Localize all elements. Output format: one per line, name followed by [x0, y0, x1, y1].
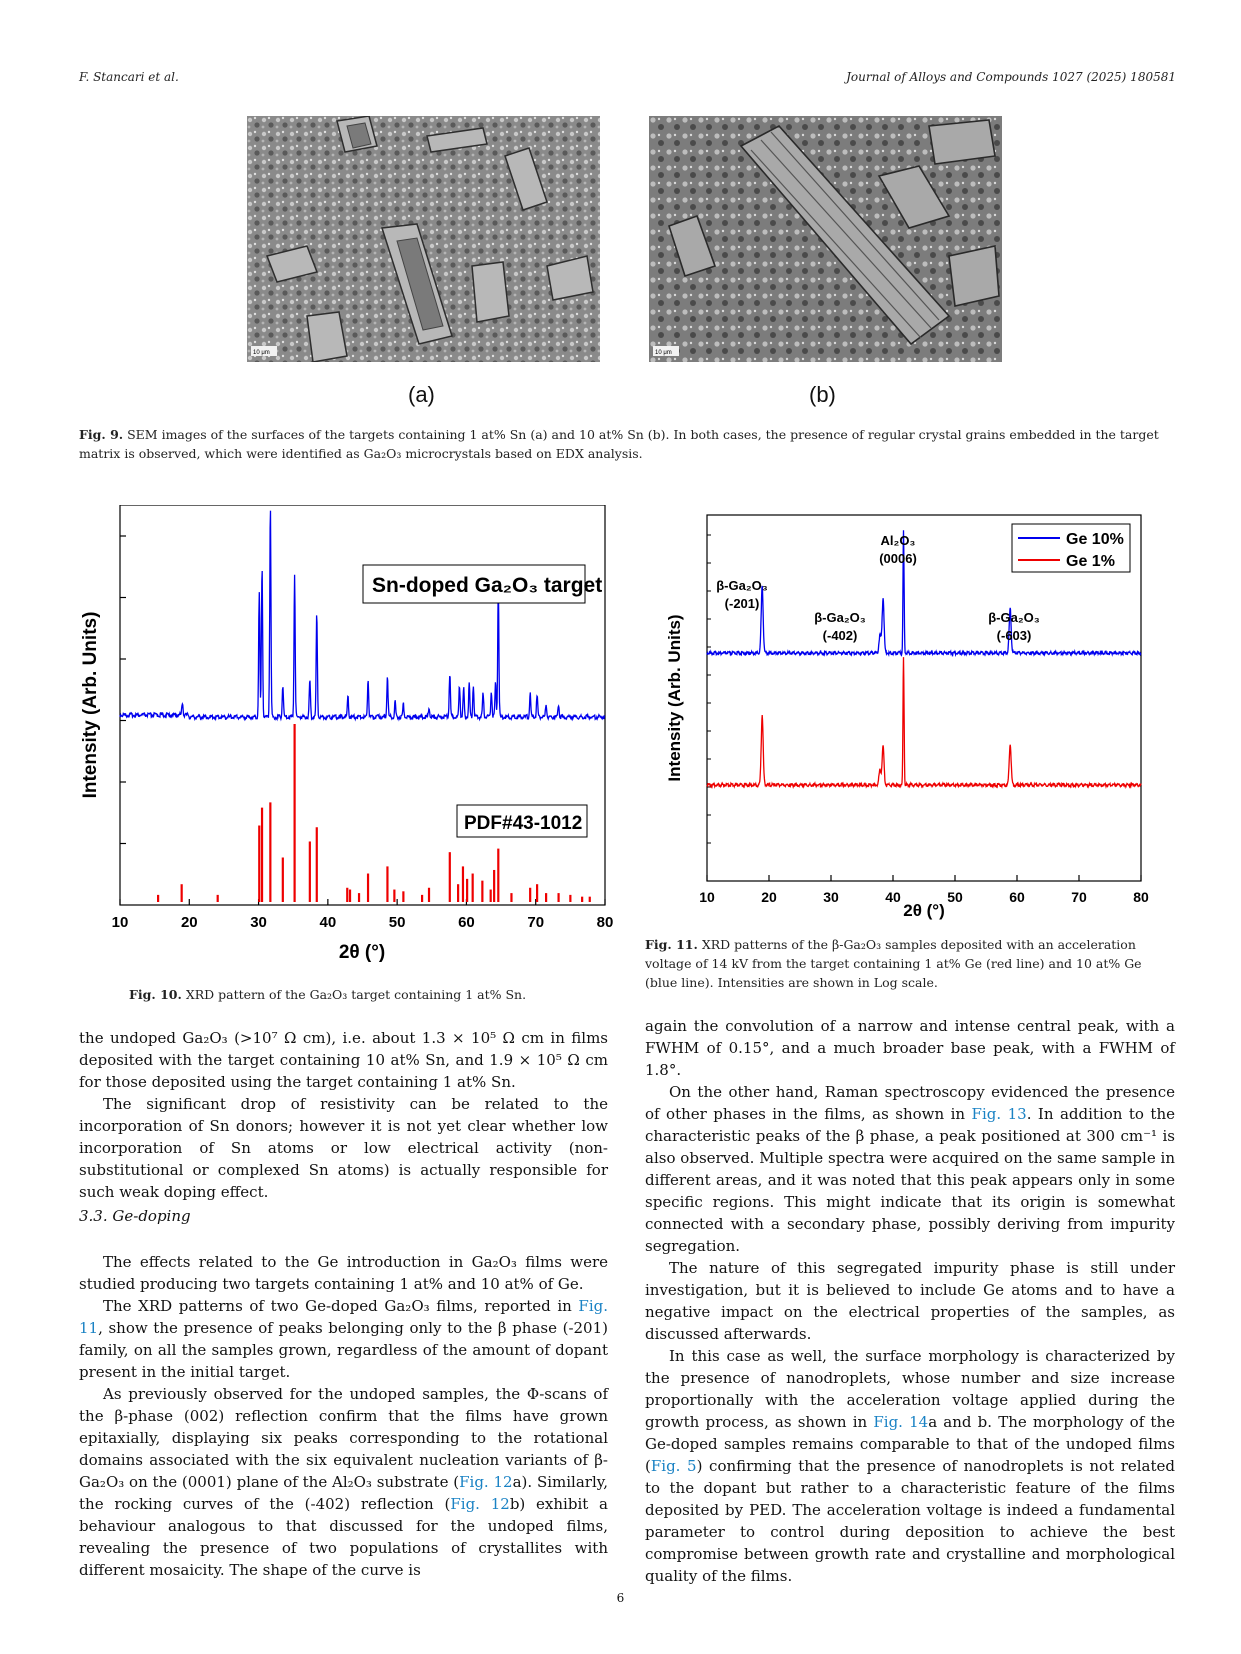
right-paragraph-morphology	[645, 1345, 1175, 1587]
fig9-panel-label-a: (a)	[408, 382, 435, 407]
section-heading-ge-doping: 3.3. Ge-doping	[79, 1207, 191, 1225]
fig11-caption-text: XRD patterns of the β-Ga₂O₃ samples deposited with an acceleration voltage of 14 kV from the target containing 1 at% Ge (red line) and 10 at% Ge (blue line). Intensities are shown in Log scale.	[645, 937, 1142, 990]
fig10-x-tick-label: 70	[527, 914, 545, 931]
link-fig12a[interactable]: Fig. 12	[459, 1473, 513, 1491]
link-fig13[interactable]: Fig. 13	[971, 1105, 1027, 1123]
left-column-bottom	[79, 1251, 608, 1581]
fig11-y-axis-label: Intensity (Arb. Units)	[665, 614, 684, 782]
sem-image-a	[247, 116, 600, 362]
fig11-x-tick-label: 10	[699, 889, 715, 905]
fig10-title: Sn-doped Ga₂O₃ target	[372, 574, 603, 597]
fig10-x-tick-label: 40	[319, 914, 337, 931]
fig10-x-ticks	[112, 899, 614, 931]
right-column	[645, 1015, 1175, 1587]
fig11-xrd-chart	[660, 505, 1160, 925]
fig9-caption-text: SEM images of the surfaces of the targets containing 1 at% Sn (a) and 10 at% Sn (b). In both cases, the presence of regular crystal grains embedded in the target matrix is observed, which were identified as Ga₂O₃ microcrystals based on EDX analysis.	[79, 427, 1159, 461]
fig10-x-tick-label: 10	[111, 914, 129, 931]
running-header-authors: F. Stancari et al.	[79, 70, 179, 84]
fig10-x-tick-label: 20	[180, 914, 198, 931]
fig11-annotation-201-name: β-Ga₂O₃	[716, 578, 768, 593]
fig11-annotation-603-plane: (-603)	[996, 628, 1032, 643]
fig11-caption-label: Fig. 11.	[645, 937, 698, 952]
left-p4-text-b: , show the presence of peaks belonging only to the β phase (-201) family, on all the samples grown, regardless of the amount of dopant present in the initial target.	[79, 1319, 608, 1381]
fig10-x-tick-label: 30	[250, 914, 267, 931]
fig11-series-ge1	[707, 657, 1141, 787]
right-p4-text-c: ) confirming that the presence of nanodroplets is not related to the dopant but rather to a characteristic feature of the films deposited by PED. The acceleration voltage is indeed a fundamental parameter to control during deposition to achieve the best compromise between growth rate and crystalline and morphological quality of the films.	[645, 1457, 1175, 1585]
link-fig14[interactable]: Fig. 14	[873, 1413, 929, 1431]
left-column-top	[79, 1027, 608, 1203]
fig11-legend-ge1: Ge 1%	[1066, 553, 1115, 570]
right-p4-text-b: a and b. The morphology of the Ge-doped samples remains comparable to that of the undoped films (	[645, 1413, 1175, 1475]
fig11-legend	[1012, 524, 1130, 572]
left-paragraph-phi-scans	[79, 1383, 608, 1581]
page-number: 6	[616, 1591, 625, 1605]
fig11-annotation-402-name: β-Ga₂O₃	[814, 610, 866, 625]
fig11-x-tick-label: 80	[1133, 889, 1149, 905]
fig10-xrd-chart	[75, 505, 620, 975]
left-p5-text-a: As previously observed for the undoped samples, the Φ-scans of the β-phase (002) reflection confirm that the films have grown epitaxially, displaying six peaks corresponding to the rotational domains associated with the six equivalent nucleation variants of β-Ga₂O₃ on the (0001) plane of the Al₂O₃ substrate (	[79, 1385, 608, 1491]
left-paragraph-xrd	[79, 1295, 608, 1383]
fig10-x-tick-label: 50	[388, 914, 406, 931]
left-paragraph-ge-intro: The effects related to the Ge introduction in Ga₂O₃ films were studied producing two targets containing 1 at% and 10 at% of Ge.	[79, 1253, 608, 1293]
fig11-x-tick-label: 50	[947, 889, 963, 905]
fig11-x-tick-label: 60	[1009, 889, 1025, 905]
fig10-x-axis-label: 2θ (°)	[338, 942, 386, 963]
fig10-caption-text: XRD pattern of the Ga₂O₃ target containing 1 at% Sn.	[185, 987, 527, 1002]
fig10-x-tick-label: 80	[596, 914, 614, 931]
fig10-caption-label: Fig. 10.	[129, 987, 182, 1002]
sem-scale-bar-a: 10 μm	[253, 350, 270, 356]
link-fig11[interactable]: Fig. 11	[79, 1297, 608, 1337]
fig11-x-tick-label: 40	[885, 889, 901, 905]
left-p5-text-c: b) exhibit a behaviour analogous to that discussed for the undoped films, revealing the presence of two populations of crystallites with different mosaicity. The shape of the curve is	[79, 1495, 609, 1579]
fig11-x-axis-label: 2θ (°)	[903, 901, 945, 920]
fig10-x-tick-label: 60	[458, 914, 475, 931]
fig11-x-tick-label: 20	[761, 889, 777, 905]
fig11-x-tick-label: 30	[823, 889, 839, 905]
fig9-caption-label: Fig. 9.	[79, 427, 124, 442]
fig10-reference-label: PDF#43-1012	[464, 813, 583, 834]
fig11-legend-ge10: Ge 10%	[1066, 531, 1124, 548]
right-paragraph-impurity: The nature of this segregated impurity phase is still under investigation, but it is believed to include Ge atoms and to have a negative impact on the electrical properties of the samples, as discussed afterwards.	[645, 1259, 1175, 1343]
left-p4-text-a: The XRD patterns of two Ge-doped Ga₂O₃ films, reported in	[103, 1297, 579, 1315]
fig11-caption	[645, 935, 1175, 992]
fig10-caption	[129, 985, 609, 1004]
link-fig12b[interactable]: Fig. 12	[450, 1495, 510, 1513]
fig11-annotation-201-plane: (-201)	[724, 596, 760, 611]
fig11-annotation-603-name: β-Ga₂O₃	[988, 610, 1040, 625]
fig11-annotation-402-plane: (-402)	[822, 628, 858, 643]
link-fig5[interactable]: Fig. 5	[650, 1457, 697, 1475]
right-p4-text-a: In this case as well, the surface morphology is characterized by the presence of nanodroplets, whose number and size increase proportionally with the acceleration voltage applied during the growth process, as shown in	[645, 1347, 1175, 1431]
fig9-panel-label-b: (b)	[809, 382, 836, 407]
left-paragraph-doping-drop: The significant drop of resistivity can be related to the incorporation of Sn donors; however it is not yet clear whether low incorporation of Sn atoms or low electrical activity (non-substitutional or complexed Sn atoms) is actually responsible for such weak doping effect.	[79, 1095, 608, 1201]
running-header-journal: Journal of Alloys and Compounds 1027 (2025) 180581	[846, 70, 1176, 84]
right-paragraph-raman	[645, 1081, 1175, 1257]
fig11-annotation-al2o3-plane: (0006)	[879, 551, 917, 566]
left-paragraph-resistivity: the undoped Ga₂O₃ (>10⁷ Ω cm), i.e. about 1.3 × 10⁵ Ω cm in films deposited with the target containing 10 at% Sn, and 1.9 × 10⁵ Ω cm for those deposited using the target containing 1 at% Sn.	[79, 1029, 608, 1091]
right-p2-text-b: . In addition to the characteristic peaks of the β phase, a peak positioned at 300 cm⁻¹ is also observed. Multiple spectra were acquired on the same sample in different areas, and it was noted that this peak appears only in some specific regions. This might indicate that its origin is somewhat connected with a secondary phase, possibly deriving from impurity segregation.	[645, 1105, 1175, 1255]
right-paragraph-fwhm: again the convolution of a narrow and intense central peak, with a FWHM of 0.15°, and a much broader base peak, with a FWHM of 1.8°.	[645, 1017, 1175, 1079]
fig10-y-ticks	[120, 536, 126, 844]
sem-image-b	[649, 116, 1002, 362]
fig11-x-tick-label: 70	[1071, 889, 1087, 905]
sem-scale-bar-b: 10 μm	[655, 350, 672, 356]
right-p2-text-a: On the other hand, Raman spectroscopy evidenced the presence of other phases in the films, as shown in	[645, 1083, 1175, 1123]
fig11-annotation-al2o3-name: Al₂O₃	[880, 533, 916, 548]
fig9-caption	[79, 425, 1176, 463]
left-p5-text-b: a). Similarly, the rocking curves of the (-402) reflection (	[79, 1473, 608, 1513]
fig10-y-axis-label: Intensity (Arb. Units)	[80, 611, 101, 799]
fig10-measured-pattern	[120, 511, 605, 720]
